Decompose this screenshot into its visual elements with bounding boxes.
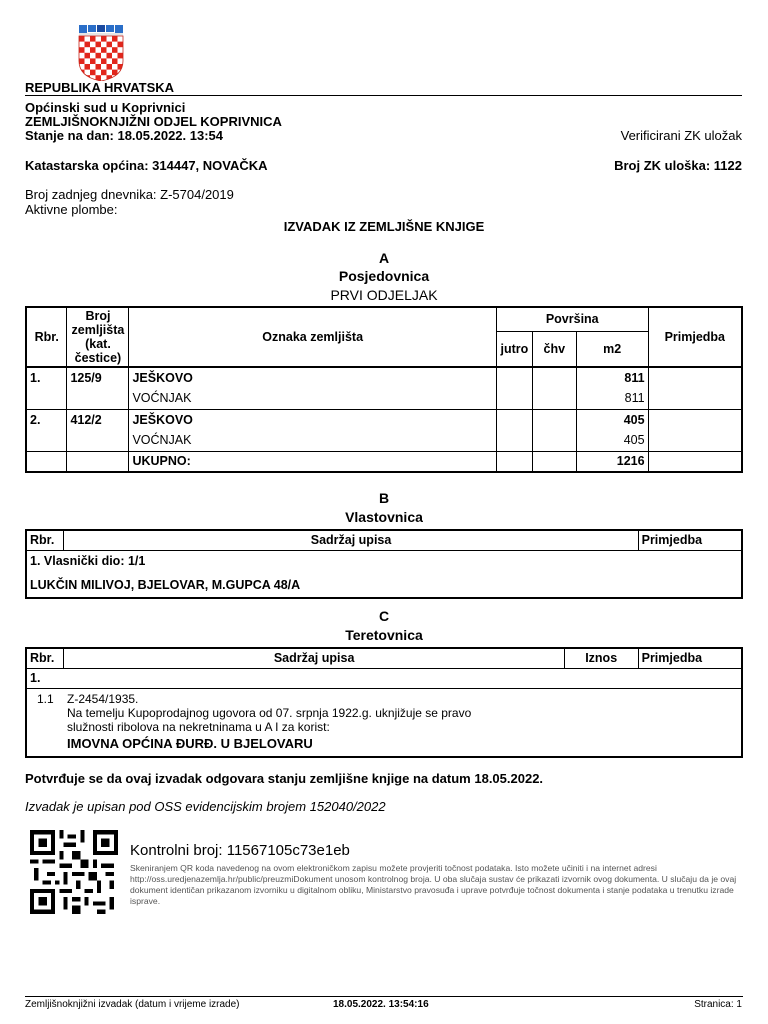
- table-row: [26, 409, 742, 430]
- col-note: Primjedba: [648, 307, 742, 367]
- row-jutro: [496, 367, 532, 388]
- entry-line-1: Z-2454/1935.: [67, 691, 139, 706]
- col-note: Primjedba: [638, 530, 742, 550]
- col-content: Sadržaj upisa: [64, 648, 564, 668]
- section-c-letter: C: [378, 608, 390, 624]
- section-a-letter: A: [378, 250, 390, 266]
- table-row: [26, 430, 742, 451]
- col-content: Sadržaj upisa: [64, 530, 638, 550]
- page-number: Stranica: 1: [694, 999, 742, 1010]
- row-rbr: 1.: [26, 367, 67, 388]
- cadastral-municipality: Katastarska općina: 314447, NOVAČKA: [25, 158, 268, 173]
- last-diary: Broj zadnjeg dnevnika: Z-5704/2019: [25, 187, 234, 202]
- oss-text: Izvadak je upisan pod OSS evidencijskim brojem 152040/2022: [25, 799, 386, 814]
- row-rbr: 2.: [26, 409, 67, 430]
- col-amount: Iznos: [564, 648, 638, 668]
- footer-timestamp: 18.05.2022. 13:54:16: [333, 999, 429, 1010]
- row-m2: 405: [576, 409, 648, 430]
- entry-line-3: služnosti ribolova na nekretninama u A I za korist:: [67, 719, 330, 734]
- col-parcel: Broj zemljišta (kat. čestice): [67, 307, 129, 367]
- confirmation-text: Potvrđuje se da ovaj izvadak odgovara stanju zemljišne knjige na datum 18.05.2022.: [25, 771, 544, 786]
- qr-code-icon: [30, 830, 118, 914]
- row-type: VOĆNJAK: [129, 430, 496, 451]
- header-rule: [25, 95, 742, 96]
- section-b-name: Vlastovnica: [345, 509, 423, 525]
- total-m2: 1216: [576, 451, 648, 472]
- control-number: Kontrolni broj: 11567105c73e1eb: [130, 842, 350, 859]
- section-b-table: [25, 529, 743, 599]
- col-jutro: jutro: [496, 331, 532, 367]
- zk-number: Broj ZK uloška: 1122: [614, 158, 742, 173]
- footer-left: Zemljišnoknjižni izvadak (datum i vrijeme izrade): [25, 999, 240, 1010]
- entry-line-2: Na temelju Kupoprodajnog ugovora od 07. srpnja 1922.g. uknjižuje se pravo: [67, 705, 472, 720]
- encumbrance-entry: [26, 688, 742, 757]
- republic-title: REPUBLIKA HRVATSKA: [25, 80, 175, 95]
- ownership-share: 1. Vlasnički dio: 1/1: [26, 550, 742, 572]
- section-c-table: [25, 647, 743, 758]
- row-note: [648, 367, 742, 388]
- court-name: Općinski sud u Koprivnici: [25, 100, 186, 115]
- table-row: [26, 367, 742, 388]
- col-label: Oznaka zemljišta: [129, 307, 496, 367]
- total-label: UKUPNO:: [129, 451, 496, 472]
- department-name: ZEMLJIŠNOKNJIŽNI ODJEL KOPRIVNICA: [25, 114, 282, 129]
- col-rbr: Rbr.: [26, 307, 67, 367]
- row-m2: 811: [576, 367, 648, 388]
- col-note: Primjedba: [638, 648, 742, 668]
- col-area: Površina: [496, 307, 648, 331]
- col-rbr: Rbr.: [26, 530, 64, 550]
- section-c-name: Teretovnica: [345, 627, 423, 643]
- entry-number: 1.: [26, 668, 742, 688]
- owner-name: LUKČIN MILIVOJ, BJELOVAR, M.GUPCA 48/A: [26, 572, 742, 598]
- coat-of-arms-icon: [78, 25, 124, 81]
- row-name: JEŠKOVO: [129, 409, 496, 430]
- col-rbr: Rbr.: [26, 648, 64, 668]
- row-parcel: 125/9: [67, 367, 129, 388]
- row-type: VOĆNJAK: [129, 388, 496, 409]
- table-row: [26, 388, 742, 409]
- active-seals: Aktivne plombe:: [25, 202, 118, 217]
- row-chv: [532, 367, 576, 388]
- verified-label: Verificirani ZK uložak: [620, 128, 742, 143]
- total-row: [26, 451, 742, 472]
- section-a-subname: PRVI ODJELJAK: [330, 287, 438, 303]
- row-parcel: 412/2: [67, 409, 129, 430]
- control-description: Skeniranjem QR koda navedenog na ovom elektroničkom zapisu možete provjeriti točnost podataka. Isto možete učiniti i na internet adresi http://oss.uredjenazemlja.hr/public/preuzmiDokument unosom kontrolnog broja. U oba slučaja sustav će prikazati izvornik ovog dokumenta. U slučaju da je ovaj dokument identičan prikazanom izvorniku u digitalnom obliku, Ministarstvo pravosuđa i uprave potvrđuje točnost dokumenta i stanje podataka u trenutku izrade isprave.: [130, 863, 737, 906]
- document-title: IZVADAK IZ ZEMLJIŠNE KNJIGE: [283, 219, 485, 234]
- row-type-m2: 811: [576, 388, 648, 409]
- sub-entry-number: 1.1: [37, 691, 54, 706]
- col-m2: m2: [576, 331, 648, 367]
- beneficiary: IMOVNA OPĆINA ĐURĐ. U BJELOVARU: [67, 735, 313, 751]
- section-b-letter: B: [378, 490, 390, 506]
- col-chv: čhv: [532, 331, 576, 367]
- row-type-m2: 405: [576, 430, 648, 451]
- section-a-table: [25, 306, 743, 473]
- status-date: Stanje na dan: 18.05.2022. 13:54: [25, 128, 223, 143]
- footer-rule: [25, 996, 743, 997]
- row-name: JEŠKOVO: [129, 367, 496, 388]
- section-a-name: Posjedovnica: [338, 268, 430, 284]
